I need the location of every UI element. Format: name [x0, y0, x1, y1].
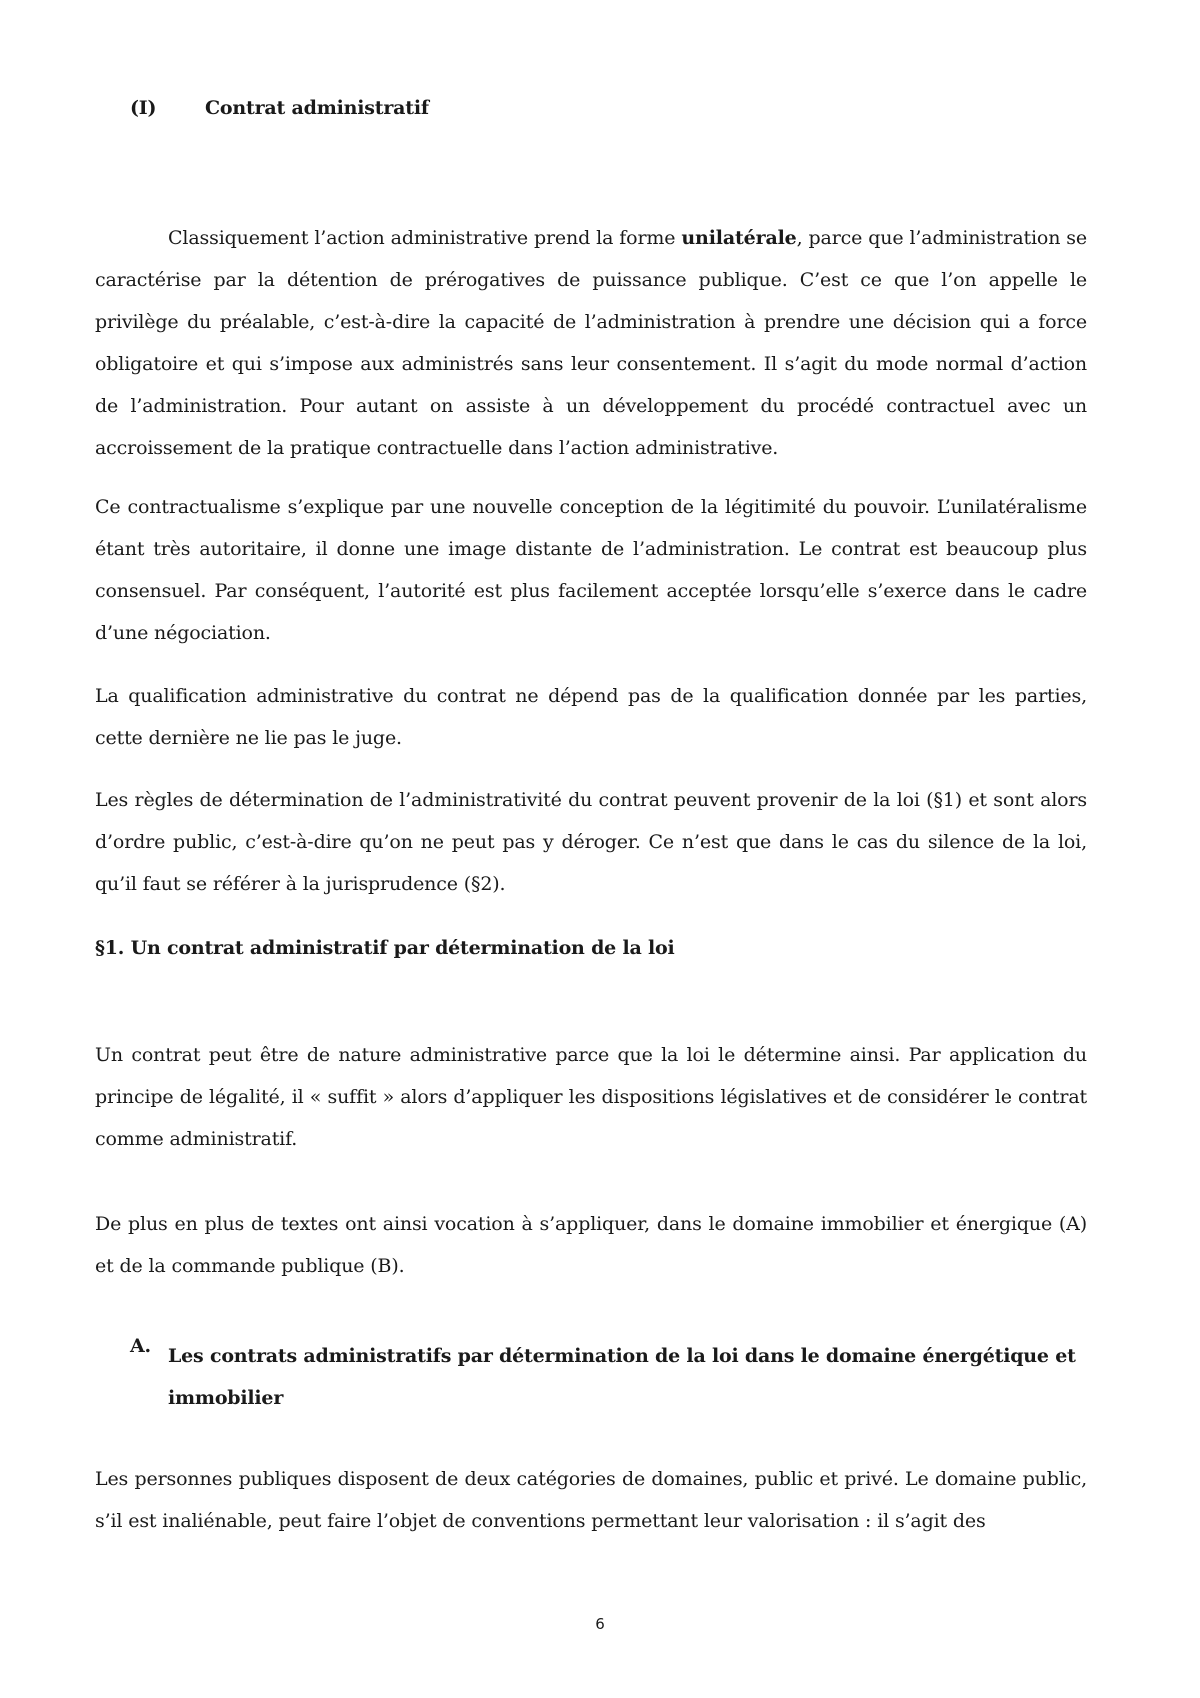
paragraph-textes: De plus en plus de textes ont ainsi vocation à s’appliquer, dans le domaine immobilier et énergique (A) et de la commande publique (B). [95, 1213, 1087, 1277]
paragraph-nature-administrative: Un contrat peut être de nature administrative parce que la loi le détermine ainsi. Par application du principe de légalité, il « suffit » alors d’appliquer les dispositions législatives et de considérer le contrat comme administratif. [95, 1044, 1087, 1150]
bold-term-unilaterale: unilatérale [681, 227, 797, 249]
paragraph-intro-rest: , parce que l’administration se caractérise par la détention de prérogatives de puissance publique. C’est ce que l’on appelle le privilège du préalable, c’est-à-dire la capacité de l’administration à prendre une décision qui a force obligatoire et qui s’impose aux administrés sans leur consentement. Il s’agit du mode normal d’action de l’administration. Pour autant on assiste à un développement du procédé contractuel avec un accroissement de la pratique contractuelle dans l’action administrative. [95, 227, 1088, 459]
section-title-contrat-administratif: Contrat administratif [205, 97, 429, 119]
paragraph-contractualisme: Ce contractualisme s’explique par une nouvelle conception de la légitimité du pouvoir. L’unilatéralisme étant très autoritaire, il donne une image distante de l’administration. Le contrat est beaucoup plus consensuel. Par conséquent, l’autorité est plus facilement acceptée lorsqu’elle s’exerce dans le cadre d’une négociation. [95, 496, 1087, 644]
paragraph-personnes-publiques: Les personnes publiques disposent de deux catégories de domaines, public et privé. Le domaine public, s’il est inaliénable, peut faire l’objet de conventions permettant leur valorisation : il s’agit des [95, 1468, 1087, 1532]
paragraph-regles: Les règles de détermination de l’administrativité du contrat peuvent provenir de la loi (§1) et sont alors d’ordre public, c’est-à-dire qu’on ne peut pas y déroger. Ce n’est que dans le cas du silence de la loi, qu’il faut se référer à la jurisprudence (§2). [95, 789, 1087, 895]
paragraph-intro [95, 217, 1087, 469]
page-number: 6 [595, 1615, 605, 1633]
section-title-par-1: §1. Un contrat administratif par détermination de la loi [95, 937, 675, 959]
subsection-number-A: A. [130, 1335, 151, 1357]
section-number-I: (I) [130, 97, 157, 119]
subsection-title-A: Les contrats administratifs par détermination de la loi dans le domaine énergétique et immobilier [168, 1345, 1076, 1409]
paragraph-intro-start: Classiquement l’action administrative prend la forme [168, 227, 682, 249]
paragraph-qualification: La qualification administrative du contrat ne dépend pas de la qualification donnée par les parties, cette dernière ne lie pas le juge. [95, 685, 1087, 749]
